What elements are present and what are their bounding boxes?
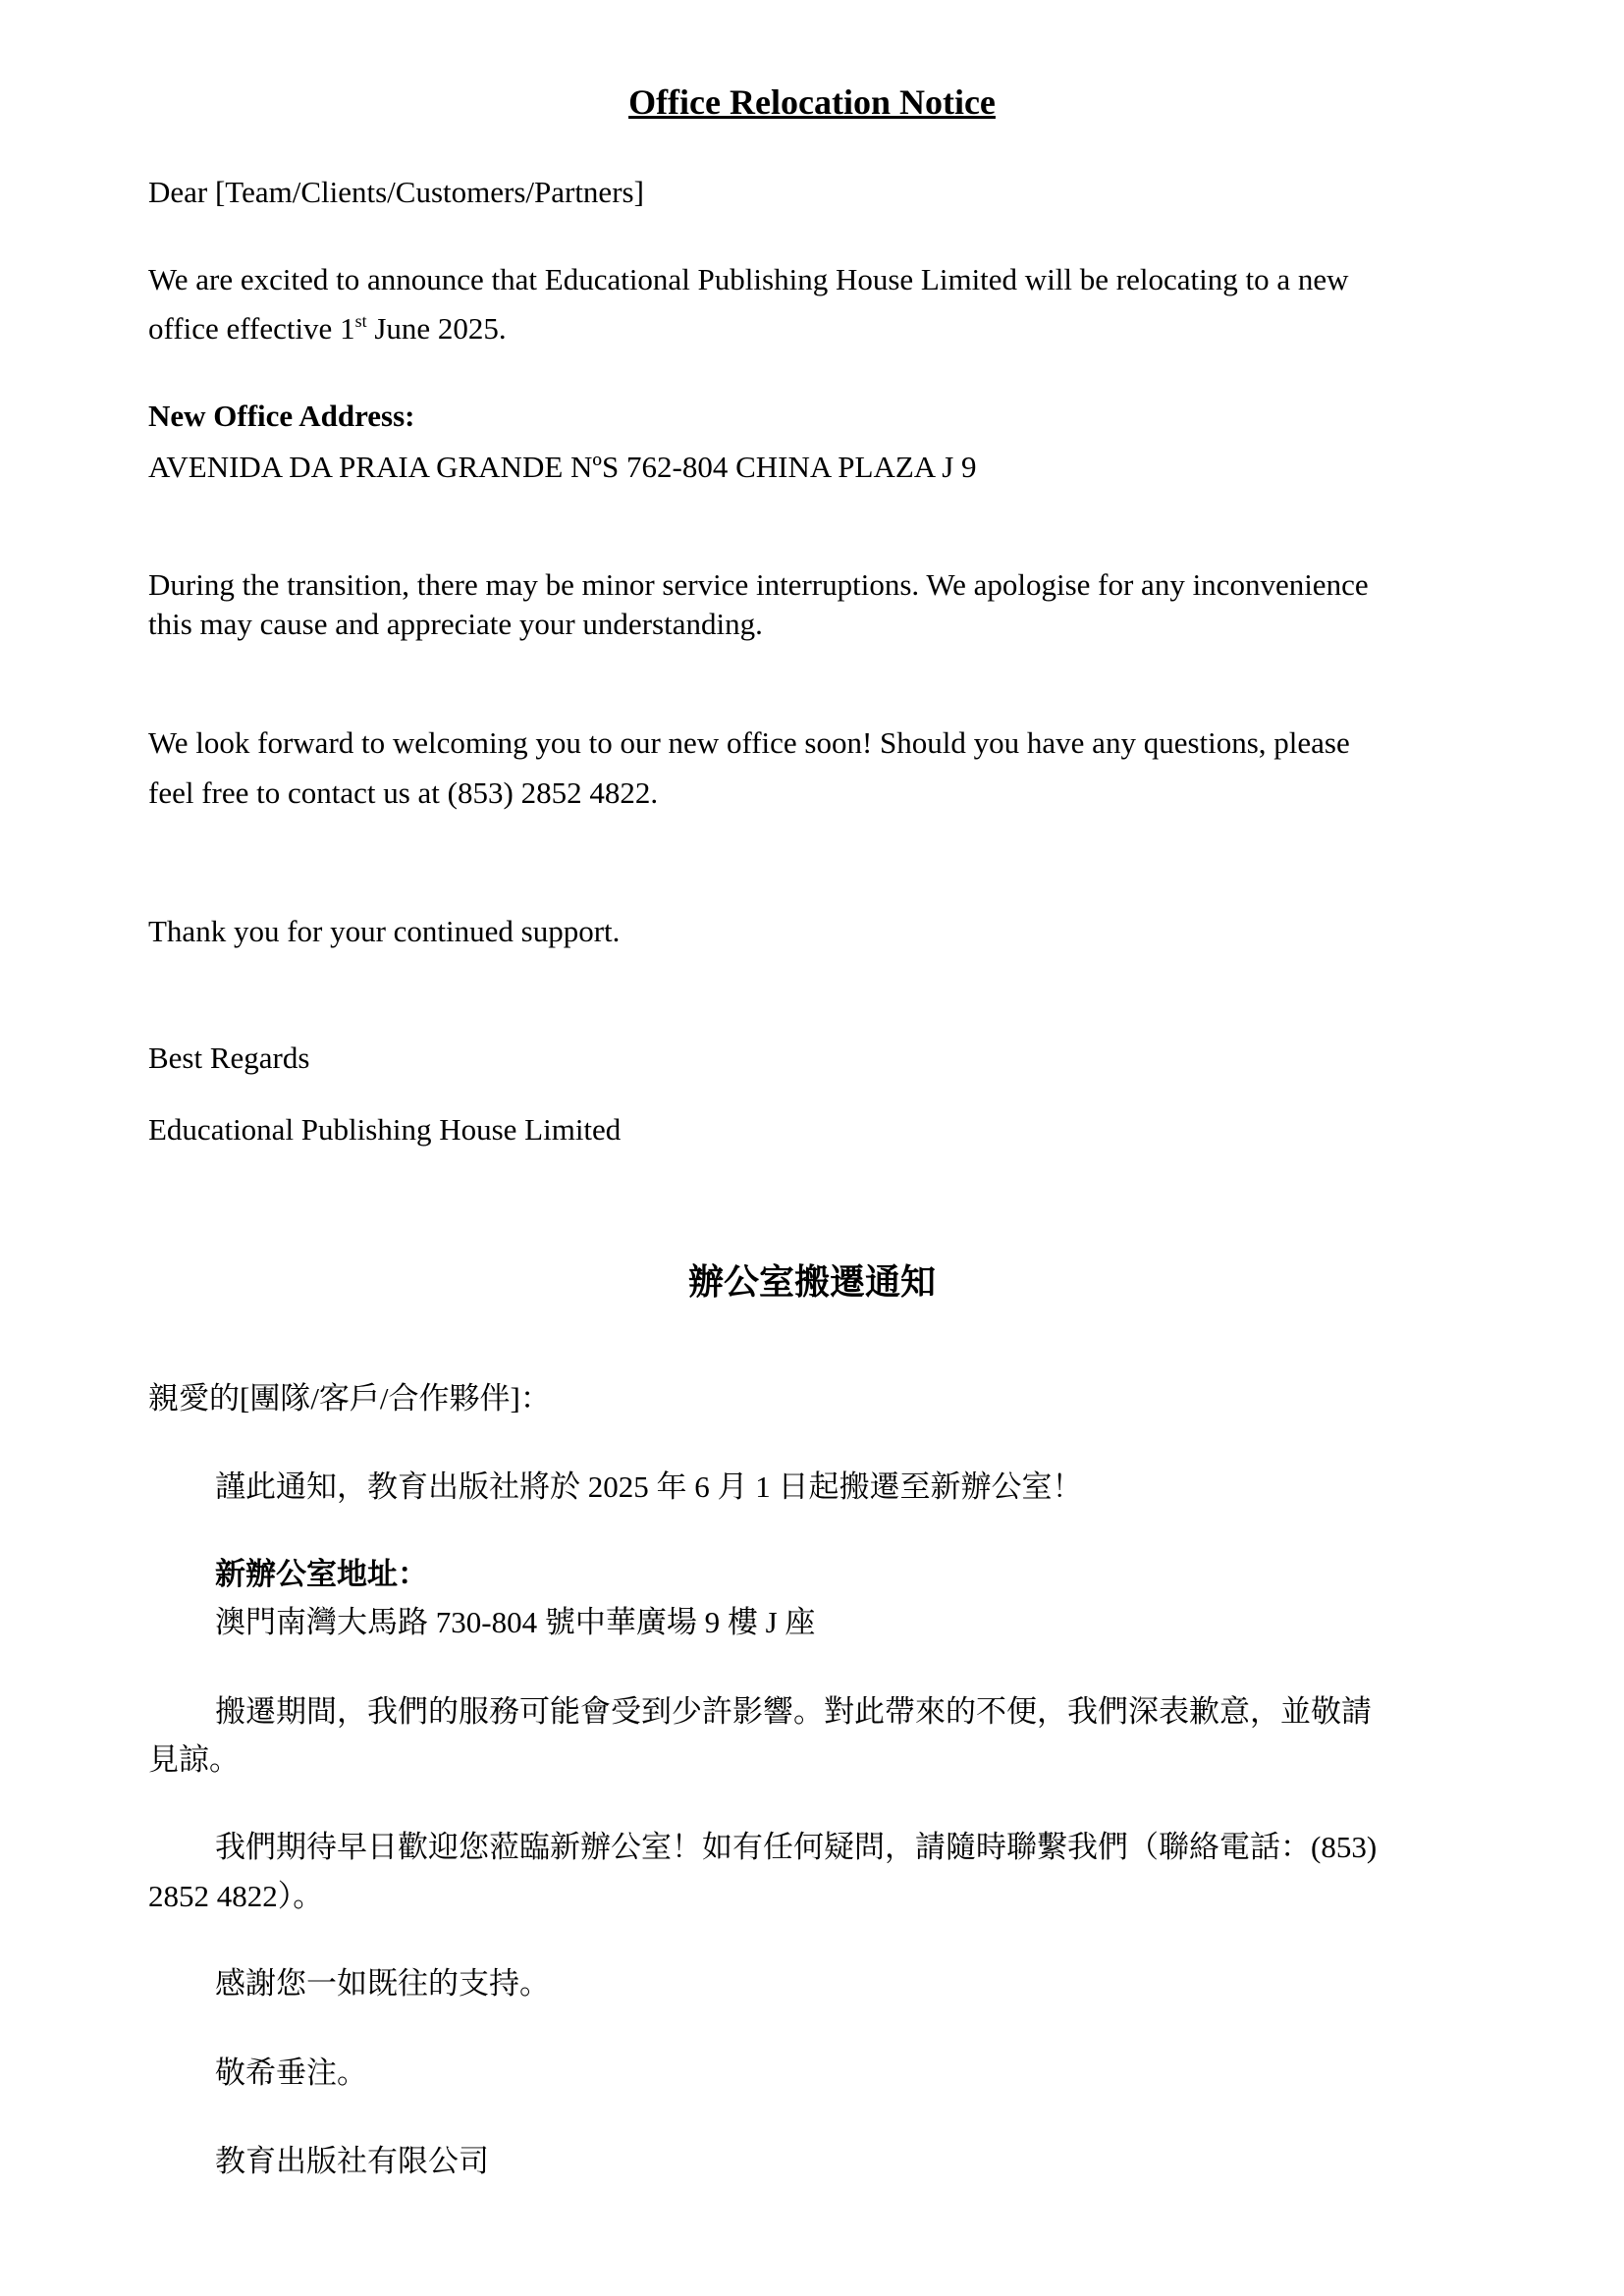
english-forward-line-2: feel free to contact us at (853) 2852 4822. [148,775,659,810]
chinese-salutation: 親愛的[團隊/客戶/合作夥伴]： [148,1381,551,1415]
chinese-transition-line-2: 見諒。 [148,1742,240,1777]
english-transition-line-1: During the transition, there may be minor service interruptions. We apologise for any inconvenience [148,567,1369,602]
english-thanks: Thank you for your continued support. [148,914,621,948]
chinese-address: 澳門南灣大馬路 730-804 號中華廣場 9 樓 J 座 [215,1605,816,1639]
chinese-address-heading: 新辦公室地址： [215,1557,428,1591]
english-address-heading: New Office Address: [148,399,415,433]
english-forward-line-1: We look forward to welcoming you to our new office soon! Should you have any questions, please [148,725,1350,760]
english-salutation: Dear [Team/Clients/Customers/Partners] [148,175,644,209]
chinese-transition-line-1: 搬遷期間，我們的服務可能會受到少許影響。對此帶來的不便，我們深表歉意，並敬請 [215,1694,1372,1729]
english-title: Office Relocation Notice [628,82,996,122]
chinese-thanks: 感謝您一如既往的支持。 [215,1966,550,2001]
english-signature: Educational Publishing House Limited [148,1112,622,1147]
english-announcement-line-1: We are excited to announce that Educational Publishing House Limited will be relocating to a new [148,262,1349,296]
chinese-forward-line-1: 我們期待早日歡迎您蒞臨新辦公室！如有任何疑問，請隨時聯繫我們（聯絡電話：(853) [215,1830,1378,1864]
english-address: AVENIDA DA PRAIA GRANDE NºS 762-804 CHINA PLAZA J 9 [148,450,977,484]
effective-date-prefix: office effective 1 [148,311,355,346]
chinese-title: 辦公室搬遷通知 [687,1262,936,1302]
ordinal-suffix: st [354,311,367,331]
chinese-closing: 敬希垂注。 [215,2056,367,2090]
effective-date-suffix: June 2025. [366,311,507,346]
chinese-announcement: 謹此通知，教育出版社將於 2025 年 6 月 1 日起搬遷至新辦公室！ [215,1469,1083,1504]
english-announcement-line-2 [148,309,507,348]
chinese-forward-line-2: 2852 4822）。 [148,1879,324,1913]
chinese-signature: 教育出版社有限公司 [215,2144,489,2178]
english-regards: Best Regards [148,1041,310,1075]
english-transition-line-2: this may cause and appreciate your understanding. [148,607,763,641]
